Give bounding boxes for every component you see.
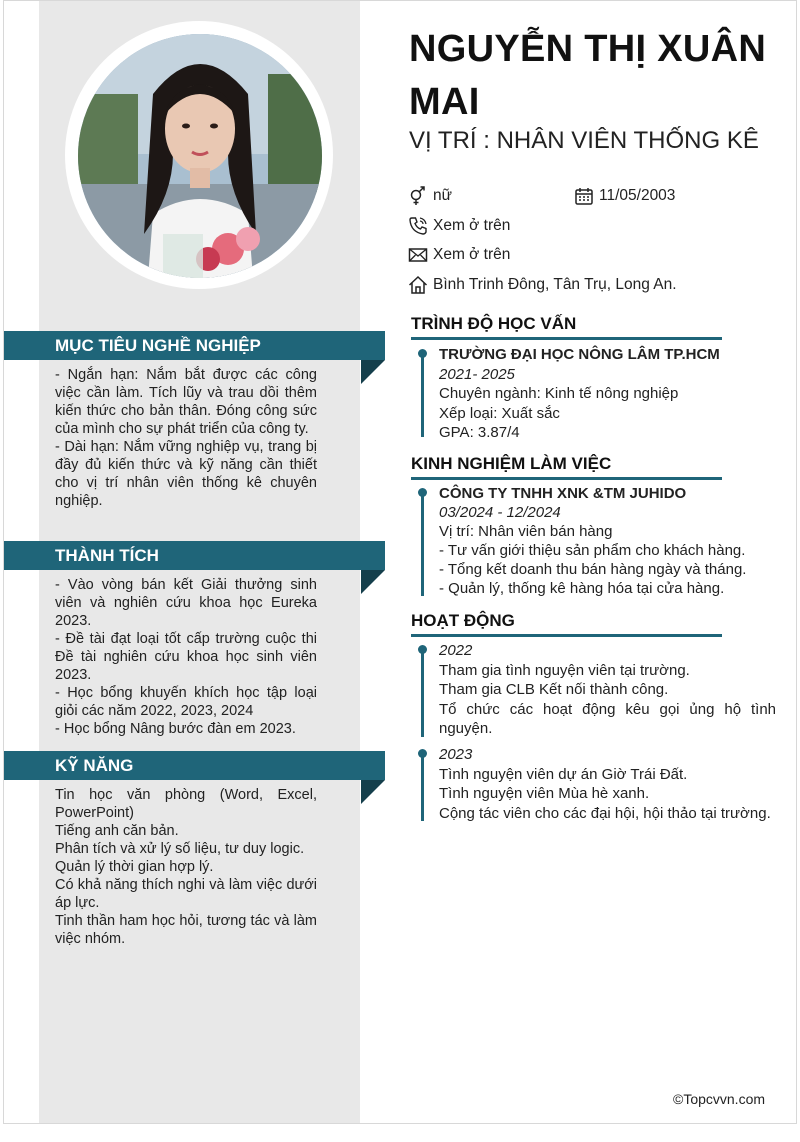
education-entry [421, 345, 776, 443]
objective-short-term: - Ngắn hạn: Nắm bắt được các công việc cần làm. Tích lũy và trau dồi thêm kiến thức cho bản thân. Đóng công sức của mình cho sự phát triển của công ty. [55, 367, 317, 437]
timeline-bar [421, 653, 424, 737]
candidate-name: NGUYỄN THỊ XUÂN MAI [409, 28, 767, 123]
school-name: TRƯỜNG ĐẠI HỌC NÔNG LÂM TP.HCM [439, 346, 720, 363]
cv-page [3, 0, 797, 1124]
skill-item: Tin học văn phòng (Word, Excel, PowerPoint) [55, 787, 317, 821]
achievements-body [55, 576, 317, 738]
gender-icon [408, 186, 428, 206]
skill-item: Quản lý thời gian hợp lý. [55, 859, 214, 875]
timeline-dot [418, 645, 427, 654]
email-row [408, 245, 510, 265]
timeline-dot [418, 349, 427, 358]
activity-year: 2023 [439, 746, 473, 763]
timeline-bar [421, 757, 424, 821]
education-major: Chuyên ngành: Kinh tế nông nghiệp [439, 385, 679, 402]
education-gpa: GPA: 3.87/4 [439, 424, 520, 441]
address-value: Bình Trinh Đông, Tân Trụ, Long An. [433, 276, 677, 293]
objective-long-term: - Dài hạn: Nắm vững nghiệp vụ, trang bị đầy đủ kiến thức và kỹ năng cần thiết cho vị trí nhân viên thống kê chuyên nghiệp. [55, 439, 317, 509]
objective-body [55, 366, 317, 510]
home-icon [408, 275, 428, 295]
activity-entry-2023 [421, 745, 776, 823]
copyright-text: ©Topcvvn.com [673, 1091, 766, 1107]
experience-task: - Quản lý, thống kê hàng hóa tại cửa hàng. [439, 580, 725, 597]
achievements-heading: THÀNH TÍCH [4, 541, 385, 570]
position-title: VỊ TRÍ : NHÂN VIÊN THỐNG KÊ [409, 127, 759, 154]
gender-row [408, 186, 452, 206]
activity-item: Tham gia CLB Kết nối thành công. [439, 681, 669, 698]
activity-item: Cộng tác viên cho các đại hội, hội thảo tại trường. [439, 804, 771, 822]
skill-item: Phân tích và xử lý số liệu, tư duy logic. [55, 841, 305, 857]
achievement-item: - Học bổng Nâng bước đàn em 2023. [55, 721, 296, 737]
achievement-item: - Vào vòng bán kết Giải thưởng sinh viên và nghiên cứu khoa học Eureka 2023. [55, 577, 317, 629]
heading-fold-shape [361, 360, 385, 384]
skill-item: Tinh thần ham học hỏi, tương tác và làm việc nhóm. [55, 913, 317, 947]
achievement-item: - Học bổng khuyến khích học tập loại giỏi các năm 2022, 2023, 2024 [55, 685, 317, 719]
activity-year: 2022 [439, 642, 473, 659]
education-heading: TRÌNH ĐỘ HỌC VẤN [411, 314, 722, 340]
heading-fold-shape [361, 570, 385, 594]
experience-task: - Tổng kết doanh thu bán hàng ngày và tháng. [439, 561, 747, 578]
skills-heading: KỸ NĂNG [4, 751, 385, 780]
activity-item: Tình nguyện viên Mùa hè xanh. [439, 785, 650, 802]
envelope-icon [408, 245, 428, 265]
phone-icon [408, 216, 428, 236]
gender-value: nữ [433, 187, 452, 204]
address-row [408, 275, 677, 295]
phone-row [408, 216, 510, 236]
skill-item: Có khả năng thích nghi và làm việc dưới áp lực. [55, 877, 317, 911]
timeline-dot [418, 749, 427, 758]
company-name: CÔNG TY TNHH XNK &TM JUHIDO [439, 485, 687, 502]
birthday-row [574, 186, 675, 206]
experience-period: 03/2024 - 12/2024 [439, 504, 561, 521]
education-rank: Xếp loại: Xuất sắc [439, 404, 560, 422]
education-period: 2021- 2025 [439, 365, 515, 383]
birthday-value: 11/05/2003 [599, 187, 676, 204]
heading-fold-shape [361, 780, 385, 804]
profile-photo [78, 34, 322, 278]
activity-entry-2022 [421, 641, 776, 739]
timeline-bar [421, 496, 424, 596]
activity-item: Tổ chức các hoạt động kêu gọi ủng hộ tình nguyện. [439, 700, 776, 737]
timeline-bar [421, 357, 424, 437]
activities-heading: HOẠT ĐỘNG [411, 611, 722, 637]
experience-entry [421, 484, 776, 598]
activity-item: Tình nguyện viên dự án Giờ Trái Đất. [439, 765, 688, 783]
timeline-dot [418, 488, 427, 497]
experience-role: Vị trí: Nhân viên bán hàng [439, 523, 613, 540]
achievement-item: - Đề tài đạt loại tốt cấp trường cuộc thi Đề tài nghiên cứu khoa học sinh viên 2023. [55, 631, 317, 683]
objective-heading: MỤC TIÊU NGHỀ NGHIỆP [4, 331, 385, 360]
activity-item: Tham gia tình nguyện viên tại trường. [439, 661, 690, 679]
email-value: Xem ở trên [433, 246, 511, 263]
experience-heading: KINH NGHIỆM LÀM VIỆC [411, 454, 722, 480]
calendar-icon [574, 186, 594, 206]
skills-body [55, 786, 317, 948]
experience-task: - Tư vấn giới thiệu sản phẩm cho khách hàng. [439, 542, 746, 559]
phone-value: Xem ở trên [433, 217, 511, 234]
skill-item: Tiếng anh căn bản. [55, 823, 179, 839]
